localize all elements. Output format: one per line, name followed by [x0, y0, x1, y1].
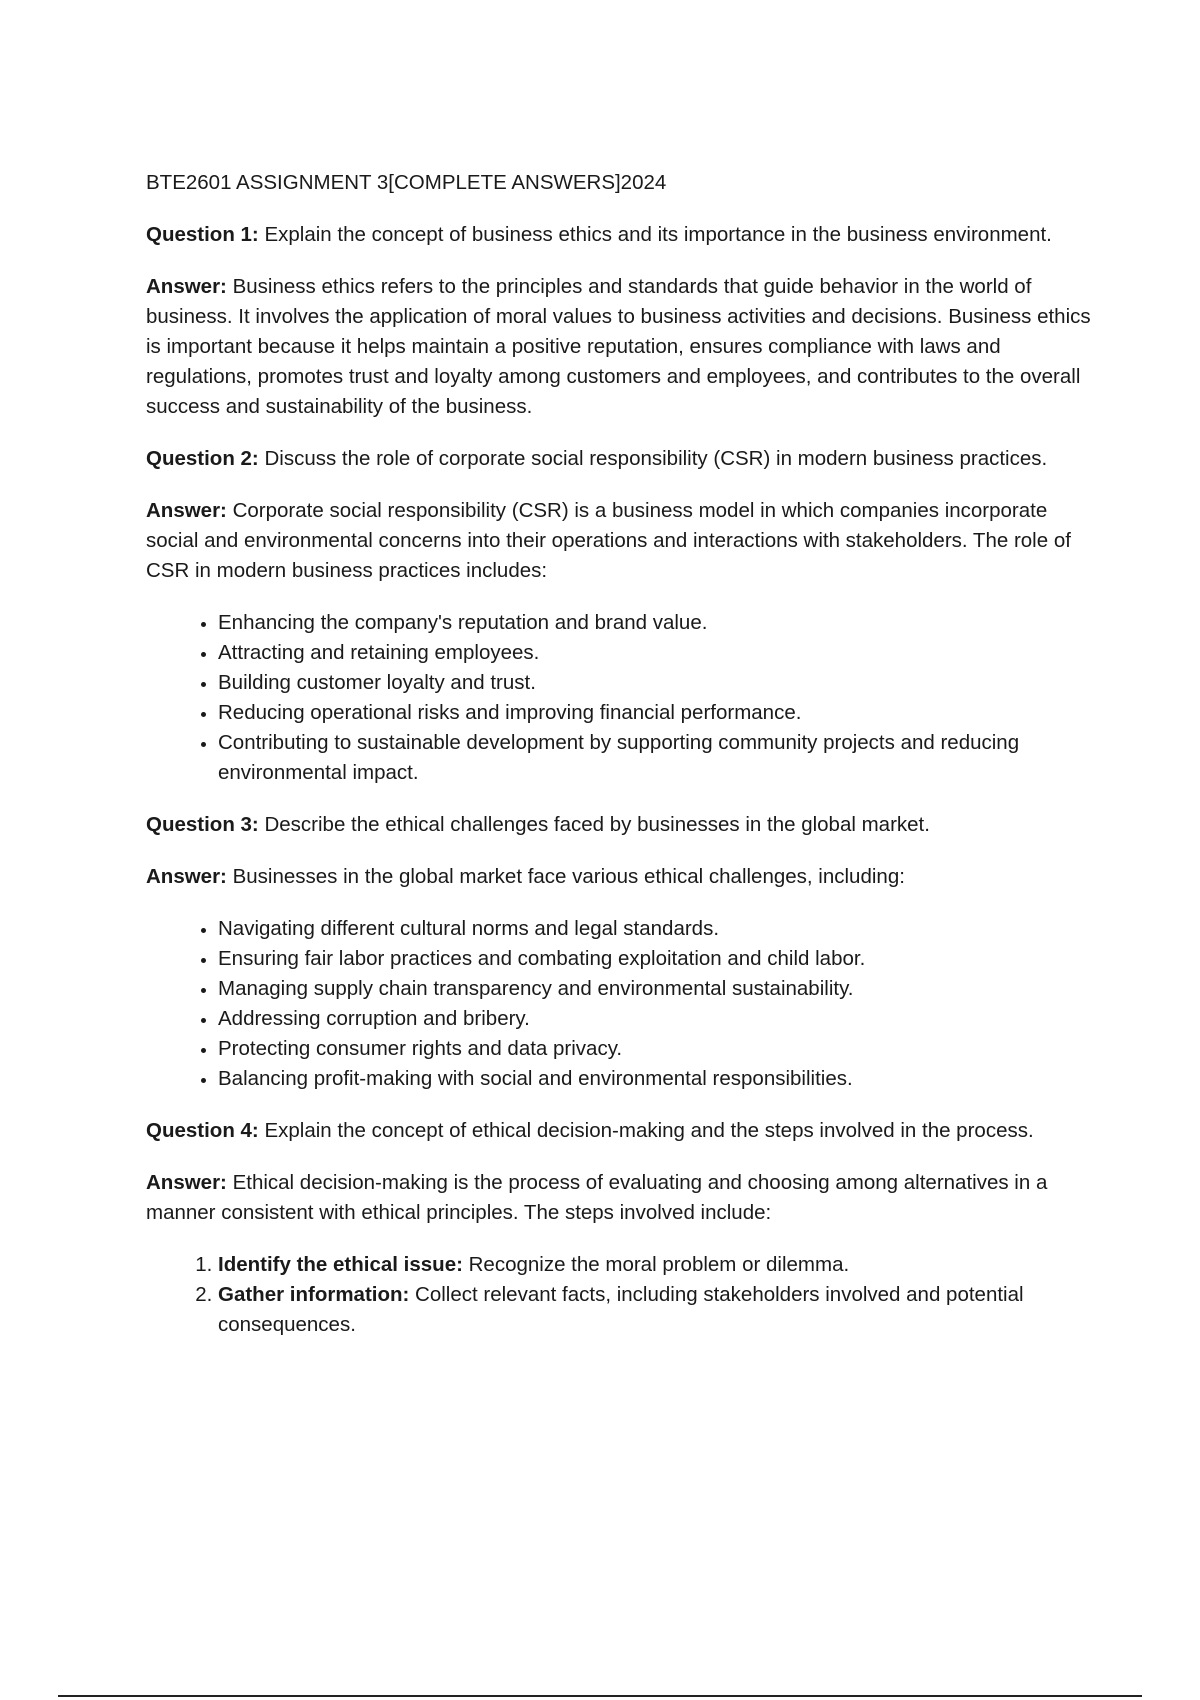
list-item: • Managing supply chain transparency and environmental sustainability.: [218, 974, 1096, 1004]
question-2-text: Discuss the role of corporate social responsibility (CSR) in modern business practices.: [258, 447, 1048, 470]
step-text: Recognize the moral problem or dilemma.: [462, 1253, 850, 1276]
list-item: • Attracting and retaining employees.: [218, 638, 1096, 668]
answer-3-text: Businesses in the global market face various ethical challenges, including:: [226, 865, 905, 888]
question-1: [146, 220, 1096, 250]
list-item: • Building customer loyalty and trust.: [218, 668, 1096, 698]
question-3-text: Describe the ethical challenges faced by businesses in the global market.: [258, 813, 930, 836]
document-page: [146, 168, 1096, 1362]
answer-2-label: Answer:: [146, 499, 227, 522]
step-text: Collect relevant facts, including stakeholders involved and potential consequences.: [218, 1283, 1024, 1336]
list-item: • Addressing corruption and bribery.: [218, 1004, 1096, 1034]
answer-4: [146, 1168, 1096, 1228]
list-item: • Navigating different cultural norms and legal standards.: [218, 914, 1096, 944]
answer-2-bullet-list: [146, 608, 1096, 788]
answer-1-label: Answer:: [146, 275, 227, 298]
question-2-label: Question 2:: [146, 447, 259, 470]
answer-4-label: Answer:: [146, 1171, 227, 1194]
question-1-label: Question 1:: [146, 223, 259, 246]
question-3-label: Question 3:: [146, 813, 259, 836]
list-item: • Enhancing the company's reputation and brand value.: [218, 608, 1096, 638]
list-item: • Contributing to sustainable development by supporting community projects and reducing environmental impact.: [218, 728, 1096, 788]
list-item: • Protecting consumer rights and data privacy.: [218, 1034, 1096, 1064]
step-term: Gather information:: [218, 1283, 410, 1306]
answer-1: [146, 272, 1096, 422]
question-1-text: Explain the concept of business ethics and its importance in the business environment.: [258, 223, 1052, 246]
list-item: • Reducing operational risks and improving financial performance.: [218, 698, 1096, 728]
answer-3-bullet-list: [146, 914, 1096, 1094]
question-3: [146, 810, 1096, 840]
list-item: • Balancing profit-making with social and environmental responsibilities.: [218, 1064, 1096, 1094]
page-divider: [58, 1695, 1142, 1697]
answer-2-text: Corporate social responsibility (CSR) is a business model in which companies incorporate social and environmental concerns into their operations and interactions with stakeholders. The role of CSR in modern business practices includes:: [146, 499, 1071, 582]
question-4-label: Question 4:: [146, 1119, 259, 1142]
answer-3-label: Answer:: [146, 865, 227, 888]
answer-4-step-list: [146, 1250, 1096, 1340]
question-4: [146, 1116, 1096, 1146]
list-item: [218, 1250, 1096, 1280]
list-item: • Ensuring fair labor practices and combating exploitation and child labor.: [218, 944, 1096, 974]
answer-3: [146, 862, 1096, 892]
answer-4-text: Ethical decision-making is the process of evaluating and choosing among alternatives in a manner consistent with ethical principles. The steps involved include:: [146, 1171, 1048, 1224]
question-4-text: Explain the concept of ethical decision-making and the steps involved in the process.: [258, 1119, 1034, 1142]
document-title: BTE2601 ASSIGNMENT 3[COMPLETE ANSWERS]2024: [146, 171, 667, 194]
question-2: [146, 444, 1096, 474]
list-item: [218, 1280, 1096, 1340]
answer-1-text: Business ethics refers to the principles and standards that guide behavior in the world of business. It involves the application of moral values to business activities and decisions. Business ethics is important because it helps maintain a positive reputation, ensures compliance with laws and regulations, promotes trust and loyalty among customers and employees, and contributes to the overall success and sustainability of the business.: [146, 275, 1091, 418]
step-term: Identify the ethical issue:: [218, 1253, 463, 1276]
answer-2: [146, 496, 1096, 586]
